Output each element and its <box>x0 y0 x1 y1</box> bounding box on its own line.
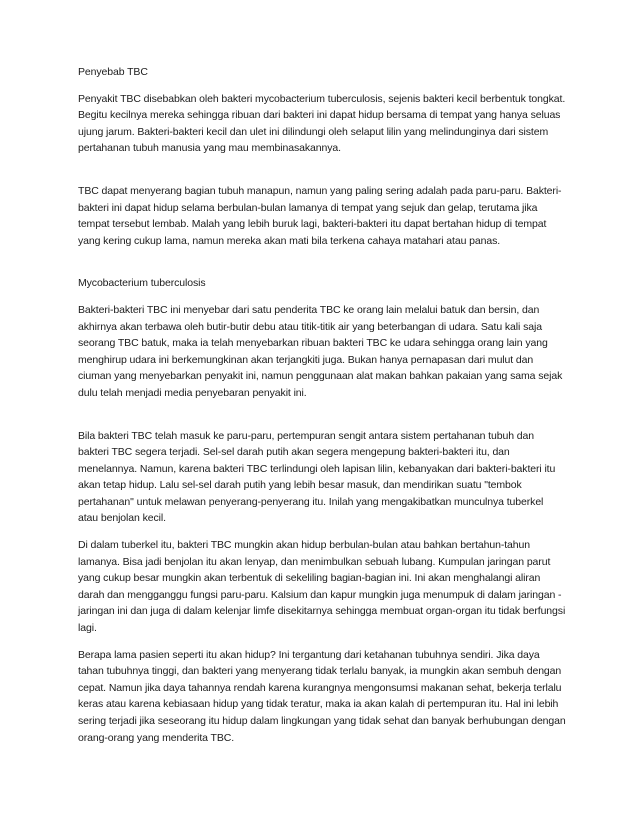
blank-line <box>78 412 566 428</box>
paragraph: TBC dapat menyerang bagian tubuh manapun, namun yang paling sering adalah pada paru-paru. Bakteri-bakteri ini dapat hidup selama berbulan-bulan lamanya di tempat yang sejuk dan gelap, terutama jika tempat tersebut lembab. Malah yang lebih buruk lagi, bakteri-bakteri itu dapat bertahan hidup di tempat yang kering cukup lama, namun mereka akan mati bila terkena cahaya matahari atau panas. <box>78 184 562 247</box>
document-page <box>78 64 566 756</box>
paragraph: Berapa lama pasien seperti itu akan hidup? Ini tergantung dari ketahanan tubuhnya sendiri. Jika daya tahan tubuhnya tinggi, dan bakteri yang menyerang tidak terlalu banyak, ia mungkin akan sembuh dengan cepat. Namun jika daya tahannya rendah karena kurangnya mengonsumsi makanan sehat, bekerja terlalu keras atau karena kebiasaan hidup yang tidak teratur, maka ia akan kalah di pertempuran itu. Hal ini lebih sering terjadi jika seseorang itu hidup dalam lingkungan yang tidak sehat dan banyak berhubungan dengan orang-orang yang menderita TBC. <box>78 648 566 744</box>
section-heading-penyebab-tbc: Penyebab TBC <box>78 66 148 78</box>
paragraph: Penyakit TBC disebabkan oleh bakteri mycobacterium tuberculosis, sejenis bakteri kecil berbentuk tongkat. Begitu kecilnya mereka sehingga ribuan dari bakteri ini dapat hidup bersama di tempat yang hanya seluas ujung jarum. Bakteri-bakteri kecil dan ulet ini dilindungi oleh selaput lilin yang melindunginya dari sistem pertahanan tubuh manusia yang mau membinasakannya. <box>78 92 566 155</box>
paragraph: Di dalam tuberkel itu, bakteri TBC mungkin akan hidup berbulan-bulan atau bahkan bertahun-tahun lamanya. Bisa jadi benjolan itu akan lenyap, dan menimbulkan sebuah lubang. Kumpulan jaringan parut yang cukup besar mungkin akan terbentuk di sekeliling bagian-bagian ini. Ini akan menghalangi aliran darah dan mengganggu fungsi paru-paru. Kalsium dan kapur mungkin juga menumpuk di dalam jaringan -jaringan ini dan juga di dalam kelenjar limfe disekitarnya sehingga membuat organ-organ itu tidak berfungsi lagi. <box>78 539 566 635</box>
section-heading-mycobacterium: Mycobacterium tuberculosis <box>78 277 206 290</box>
blank-line <box>78 259 566 275</box>
paragraph: Bakteri-bakteri TBC ini menyebar dari satu penderita TBC ke orang lain melalui batuk dan bersin, dan akhirnya akan terbawa oleh butir-butir debu atau titik-titik air yang beterbangan di udara. Satu kali saja seorang TBC batuk, maka ia telah menyebarkan ribuan bakteri TBC ke udara sehingga orang lain yang menghirup udara ini berkemungkinan akan terjangkiti juga. Bukan hanya pernapasan dari mulut dan ciuman yang menyebarkan penyakit ini, namun penggunaan alat makan bahkan pakaian yang sama sejak dulu telah menjadi media penyebaran penyakit ini. <box>78 303 563 399</box>
blank-line <box>78 167 566 183</box>
paragraph: Bila bakteri TBC telah masuk ke paru-paru, pertempuran sengit antara sistem pertahanan tubuh dan bakteri TBC segera terjadi. Sel-sel darah putih akan segera mengepung bakteri-bakteri itu, dan menelannya. Namun, karena bakteri TBC terlindungi oleh lapisan lilin, kebanyakan dari bakteri-bakteri itu akan tetap hidup. Lalu sel-sel darah putih yang lebih besar masuk, dan mendirikan suatu "tembok pertahanan" untuk melawan penyerang-penyerang itu. Inilah yang mengakibatkan munculnya tuberkel atau benjolan kecil. <box>78 429 556 525</box>
